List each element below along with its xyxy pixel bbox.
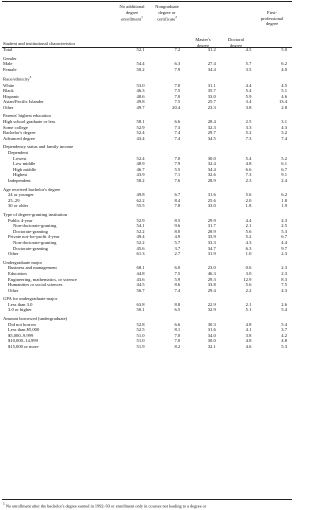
value-cell: 5.1 — [281, 88, 287, 94]
value-cell: 7.9 — [174, 161, 181, 167]
row-label-text: Total — [3, 47, 13, 52]
value-cell: 6.6 — [245, 166, 252, 172]
value-cell: 33.8 — [207, 282, 216, 288]
value-cell: 4.6 — [245, 344, 252, 350]
row-label-text: Engineering, mathematics, or science — [8, 276, 77, 282]
col-header-line — [112, 15, 152, 22]
value-cell: 32.9 — [207, 307, 216, 313]
value-cell: 7.3 — [174, 124, 181, 130]
value-cell: 7.2 — [174, 47, 181, 52]
value-cell: 52.9 — [136, 217, 145, 223]
value-cell: 5.5 — [174, 166, 181, 172]
value-cell: 54.1 — [136, 223, 145, 229]
value-cell: 1.0 — [245, 251, 252, 257]
value-cell — [255, 75, 291, 82]
value-cell: 32.6 — [207, 172, 216, 178]
col-header-line: degree — [229, 42, 243, 48]
row-label-text: Business and management — [8, 265, 57, 271]
value-cell: 3.7 — [281, 327, 287, 333]
value-cell: 34.5 — [207, 135, 216, 141]
value-cell: 30.0 — [207, 155, 216, 161]
value-cell: 33.0 — [207, 203, 216, 209]
value-cell: 6.0 — [174, 265, 181, 271]
value-cell: 5.6 — [245, 192, 252, 198]
value-cell: 7.0 — [174, 93, 181, 99]
value-cell: 33.0 — [207, 93, 216, 99]
row-label-text: Doctorate-granting — [13, 228, 48, 234]
value-cell: 46.7 — [136, 166, 145, 172]
value-cell: 32.4 — [207, 161, 216, 167]
value-cell: 4.8 — [281, 338, 287, 344]
value-cell: 6.2 — [281, 61, 287, 67]
value-cell: 45.6 — [136, 245, 145, 251]
value-cell: 28.4 — [207, 119, 216, 125]
row-label-text: $10,000–14,999 — [8, 338, 38, 344]
value-cell: 22.9 — [207, 301, 216, 307]
value-cell: 3.8 — [245, 332, 252, 338]
value-cell: 5.1 — [245, 307, 252, 313]
value-cell: 63.8 — [136, 301, 145, 307]
row-label-text: Private not-for-profit 4-year — [8, 234, 60, 240]
row-label-text: Gender — [3, 55, 17, 61]
value-cell: 5.6 — [245, 228, 252, 234]
value-cell: 48.6 — [136, 93, 145, 99]
value-cell: 8.3 — [281, 276, 287, 282]
value-cell: 30.3 — [207, 321, 216, 327]
col-header-line: Doctoral — [227, 37, 245, 42]
value-cell: 3.7 — [174, 245, 181, 251]
value-cell: 34.4 — [207, 166, 216, 172]
value-cell: 6.3 — [174, 61, 181, 67]
value-cell: 33.9 — [207, 234, 216, 240]
value-cell: 33.3 — [207, 239, 216, 245]
value-cell: 61.3 — [136, 251, 145, 257]
value-cell: 49.4 — [136, 234, 145, 240]
value-cell: 2.5 — [245, 119, 252, 125]
row-label-text: 3.0 or higher — [8, 307, 32, 313]
row-label-text: Low middle — [13, 161, 36, 167]
value-cell: 28.9 — [207, 178, 216, 183]
value-cell: 5.3 — [281, 228, 287, 234]
value-cell: 7.4 — [174, 287, 181, 293]
value-cell: 6.1 — [281, 161, 287, 167]
value-cell: 34.7 — [207, 245, 216, 251]
value-cell: 9.1 — [281, 172, 287, 178]
value-cell: 6.7 — [281, 166, 287, 172]
value-cell: 7.5 — [174, 99, 181, 105]
row-label-text: $15,000 or more — [8, 344, 39, 350]
value-cell: 4.3 — [281, 217, 287, 223]
value-cell: 0.6 — [245, 265, 252, 271]
value-cell: 32.3 — [207, 124, 216, 130]
row-label-text: 30 or older — [8, 203, 29, 209]
value-cell: 53.0 — [136, 82, 145, 88]
value-cell: 44.5 — [136, 282, 145, 288]
row-label-text: Did not borrow — [8, 321, 37, 327]
value-cell: 5.2 — [281, 155, 287, 161]
value-cell: 29.7 — [207, 130, 216, 136]
table-row — [3, 344, 291, 350]
value-cell: 2.2 — [245, 287, 252, 293]
value-cell: 2.3 — [245, 178, 252, 183]
value-cell: 49.8 — [136, 99, 145, 105]
value-cell: 4.6 — [281, 93, 287, 99]
value-cell: 49.8 — [136, 192, 145, 198]
value-cell: 7.4 — [174, 135, 181, 141]
value-cell: 29.3 — [207, 276, 216, 282]
value-cell: 52.9 — [136, 124, 145, 130]
value-cell: 2.0 — [245, 197, 252, 203]
value-cell: 52.8 — [136, 321, 145, 327]
value-cell: 54.4 — [136, 61, 145, 67]
value-cell: 2.3 — [281, 265, 287, 271]
value-cell: 52.4 — [136, 130, 145, 136]
value-cell: 2.1 — [245, 301, 252, 307]
value-cell: 4.9 — [174, 234, 181, 240]
value-cell: 7.0 — [174, 332, 181, 338]
value-cell: 5.0 — [281, 47, 287, 52]
value-cell: 3.0 — [245, 270, 252, 276]
value-cell: 5.4 — [245, 88, 252, 94]
value-cell: 52.1 — [136, 47, 145, 52]
row-label-text: Type of degree-granting institution — [3, 211, 68, 217]
value-cell: 52.2 — [136, 228, 145, 234]
value-cell: 7.4 — [281, 135, 287, 141]
value-cell: 35.7 — [207, 88, 216, 94]
value-cell: 2.4 — [281, 178, 287, 183]
value-cell: 2.3 — [281, 270, 287, 276]
value-cell: 7.3 — [245, 172, 252, 178]
data-table — [3, 47, 291, 350]
value-cell: 13.4 — [278, 99, 287, 105]
value-cell: 7.1 — [174, 172, 181, 178]
row-label-text: Amount borrowed (undergraduate) — [3, 316, 68, 322]
row-label-text: Less than 3.0 — [8, 301, 33, 307]
col-header-line: Nongraduate — [155, 4, 179, 9]
value-cell — [113, 75, 149, 82]
value-cell: 9.6 — [174, 223, 181, 229]
value-cell: 56.7 — [136, 287, 145, 293]
value-cell: 50.1 — [136, 307, 145, 313]
col-header-line: No additional — [119, 4, 145, 9]
value-cell: 32.1 — [207, 344, 216, 350]
value-cell: 5.9 — [174, 276, 181, 282]
value-cell: 51.0 — [136, 338, 145, 344]
value-cell: 31.6 — [207, 327, 216, 333]
value-cell: 7.0 — [174, 82, 181, 88]
row-label — [3, 75, 113, 82]
value-cell: 9.7 — [281, 245, 287, 251]
col-header-text: enrollment — [121, 16, 142, 22]
value-cell: 29.9 — [207, 217, 216, 223]
value-cell: 5.3 — [281, 344, 287, 350]
value-cell: 5.4 — [281, 321, 287, 327]
row-label-text: Race/ethnicity — [3, 76, 30, 82]
row-label-text: Humanities or social sciences — [8, 282, 63, 288]
table-section-row — [3, 75, 291, 82]
value-cell: 2.5 — [281, 223, 287, 229]
col-header-line: degree — [265, 21, 279, 27]
value-cell: 50.2 — [136, 66, 145, 72]
value-cell: 52.5 — [136, 327, 145, 333]
value-cell: 4.4 — [281, 239, 287, 245]
row-label-text: Dependent — [8, 150, 28, 156]
row-label-text: Non-doctorate-granting — [13, 239, 57, 245]
value-cell: 3.3 — [245, 124, 252, 130]
value-cell: 1.9 — [281, 203, 287, 209]
row-label-text: 25–29 — [8, 197, 20, 203]
value-cell: 7.6 — [174, 178, 181, 183]
value-cell: 6.5 — [174, 307, 181, 313]
value-cell: 6.6 — [174, 119, 181, 125]
value-cell: 7.5 — [174, 270, 181, 276]
value-cell: 8.5 — [174, 217, 181, 223]
value-cell: 4.0 — [281, 66, 287, 72]
value-cell: 4.1 — [245, 327, 252, 333]
row-label-text: Public 4-year — [8, 217, 33, 223]
value-cell: 58.2 — [136, 178, 145, 183]
value-cell: 43.9 — [136, 172, 145, 178]
row-label-text: $5,000–9,999 — [8, 332, 34, 338]
value-cell: 8.0 — [174, 228, 181, 234]
value-cell: 6.6 — [174, 321, 181, 327]
value-cell: 46.3 — [136, 88, 145, 94]
footnote-marker: 3 — [29, 75, 32, 80]
value-cell: 23.0 — [207, 265, 216, 271]
row-label-text: Dependency status and family income — [3, 144, 74, 150]
value-cell: 34.0 — [207, 332, 216, 338]
value-cell: 52.2 — [136, 239, 145, 245]
value-cell: 34.4 — [207, 66, 216, 72]
row-label-text: Lowest — [13, 155, 27, 161]
col-header-line: professional — [260, 15, 284, 21]
value-cell: 3.8 — [245, 104, 252, 110]
value-cell: 5.4 — [281, 307, 287, 313]
value-cell: 5.6 — [245, 282, 252, 288]
col-header-line: degree or — [158, 9, 176, 15]
value-cell: 8.4 — [174, 197, 181, 203]
value-cell: 68.1 — [136, 265, 145, 271]
value-cell: 31.9 — [207, 251, 216, 257]
row-label-text: Female — [3, 66, 17, 72]
value-cell: 48.9 — [136, 161, 145, 167]
value-cell: 8.6 — [174, 282, 181, 288]
row-label-text: GPA for undergraduate major — [3, 296, 58, 302]
col-header-text: certificate — [156, 16, 176, 22]
value-cell: 12.9 — [243, 276, 252, 282]
value-cell: 43.6 — [136, 276, 145, 282]
row-label-text: Less than $5,000 — [8, 327, 40, 333]
value-cell: 4.8 — [245, 321, 252, 327]
value-cell: 5.9 — [245, 93, 252, 99]
col-header-line — [147, 15, 187, 22]
row-label-text: Male — [3, 61, 13, 67]
value-cell: 30.0 — [207, 338, 216, 344]
value-cell: 5.2 — [245, 234, 252, 240]
value-cell: 2.1 — [245, 223, 252, 229]
value-cell: 4.4 — [245, 217, 252, 223]
footnote: $^1$ No enrollment after the bachelor's degree earned in 1992–93 or enrollment only in courses not leading to a degree or — [3, 502, 207, 509]
row-label-text: Non-doctorate-granting — [13, 223, 57, 229]
value-cell: 5.2 — [281, 130, 287, 136]
col-header-line: degree — [125, 9, 139, 15]
row-label-text: Highest — [13, 172, 28, 178]
row-label-text: Other — [8, 287, 19, 293]
value-cell: 8.2 — [174, 344, 181, 350]
value-cell: 7.0 — [174, 155, 181, 161]
value-cell: 4.5 — [245, 47, 252, 52]
value-cell: 5.7 — [245, 61, 252, 67]
row-label-text: Doctorate-granting — [13, 245, 48, 251]
row-label-text: Parents' highest education — [3, 113, 51, 119]
value-cell: 31.7 — [207, 223, 216, 229]
row-label-text: Other — [8, 251, 19, 257]
row-label-text: Asian/Pacific Islander — [3, 99, 44, 105]
row-label-text: High middle — [13, 166, 37, 172]
value-cell: 1.8 — [281, 197, 287, 203]
footnote-marker: 1 — [141, 15, 143, 20]
value-cell: 20.4 — [172, 104, 181, 110]
value-cell: 31.2 — [207, 47, 216, 52]
value-cell: 52.4 — [136, 155, 145, 161]
value-cell: 3.5 — [245, 66, 252, 72]
value-cell: 6.7 — [174, 192, 181, 198]
value-cell: 7.3 — [245, 135, 252, 141]
value-cell: 28.9 — [207, 228, 216, 234]
value-cell: 25.7 — [207, 99, 216, 105]
value-cell: 46.3 — [207, 270, 216, 276]
value-cell: 5.7 — [174, 239, 181, 245]
value-cell: 62.2 — [136, 197, 145, 203]
value-cell: 6.2 — [281, 192, 287, 198]
value-cell: 4.3 — [281, 124, 287, 130]
value-cell: 5.2 — [245, 130, 252, 136]
bottom-rule — [2, 499, 292, 500]
value-cell: 1.8 — [245, 203, 252, 209]
value-cell: 27.4 — [207, 61, 216, 67]
row-label-text: Advanced degree — [3, 135, 36, 141]
value-cell: 43.4 — [136, 135, 145, 141]
col-header-no-additional — [112, 4, 152, 22]
value-cell: 29.4 — [207, 287, 216, 293]
value-cell: 7.5 — [281, 282, 287, 288]
row-label-text: Black — [3, 88, 14, 94]
value-cell: 4.4 — [245, 82, 252, 88]
value-cell — [149, 75, 185, 82]
value-cell: 58.1 — [136, 119, 145, 125]
value-cell: 31.1 — [207, 82, 216, 88]
value-cell: 49.7 — [136, 104, 145, 110]
value-cell: 3.1 — [281, 119, 287, 125]
value-cell: 5.4 — [245, 155, 252, 161]
value-cell: 44.8 — [136, 270, 145, 276]
row-label — [3, 344, 113, 350]
row-label-text: Education — [8, 270, 27, 276]
value-cell — [184, 75, 220, 82]
value-cell: 25.6 — [207, 197, 216, 203]
value-cell: 31.6 — [207, 192, 216, 198]
value-cell: 55.5 — [136, 203, 145, 209]
row-label-text: Hispanic — [3, 93, 20, 99]
value-cell: 4.3 — [281, 287, 287, 293]
value-cell: 4.3 — [245, 239, 252, 245]
row-label-text: 24 or younger — [8, 192, 34, 198]
row-label-text: Independent — [8, 178, 31, 183]
value-cell: 2.6 — [281, 301, 287, 307]
value-cell: 4.8 — [245, 161, 252, 167]
value-cell: 7.9 — [174, 66, 181, 72]
value-cell: 8.8 — [174, 301, 181, 307]
row-label-text: High school graduate or less — [3, 119, 56, 125]
value-cell: 51.0 — [136, 332, 145, 338]
row-label-text: Undergraduate major — [3, 259, 43, 265]
value-cell: 7.4 — [174, 130, 181, 136]
table-header — [0, 2, 294, 48]
value-cell — [220, 75, 256, 82]
value-cell: 23.3 — [207, 104, 216, 110]
row-label-text: Bachelor's degree — [3, 130, 36, 136]
col-header-line: Master's — [195, 37, 211, 42]
value-cell: 4.8 — [245, 338, 252, 344]
value-cell: 4.2 — [281, 332, 287, 338]
row-label-text: Some college — [3, 124, 28, 130]
value-cell: 8.1 — [174, 327, 181, 333]
value-cell: 6.3 — [245, 245, 252, 251]
value-cell: 6.7 — [281, 234, 287, 240]
value-cell: 7.5 — [174, 88, 181, 94]
row-label-text: White — [3, 82, 15, 88]
value-cell: 2.8 — [281, 104, 287, 110]
footnote-marker: 2 — [175, 15, 178, 20]
col-header-nongraduate — [147, 4, 187, 22]
value-cell: 3.4 — [245, 99, 252, 105]
stub-header: Student and institutional characteristics — [3, 41, 76, 46]
col-header-line: First- — [267, 10, 277, 15]
value-cell: 7.8 — [174, 203, 181, 209]
col-header-line: degree — [196, 42, 210, 48]
value-cell: 2.3 — [281, 251, 287, 257]
row-label-text: Other — [3, 104, 14, 110]
value-cell: 4.5 — [281, 82, 287, 88]
col-header-first-professional — [252, 10, 292, 27]
row-label-text: Age received bachelor's degree — [3, 186, 61, 192]
value-cell: 2.7 — [174, 251, 181, 257]
value-cell: 51.9 — [136, 344, 145, 350]
value-cell: 7.0 — [174, 338, 181, 344]
